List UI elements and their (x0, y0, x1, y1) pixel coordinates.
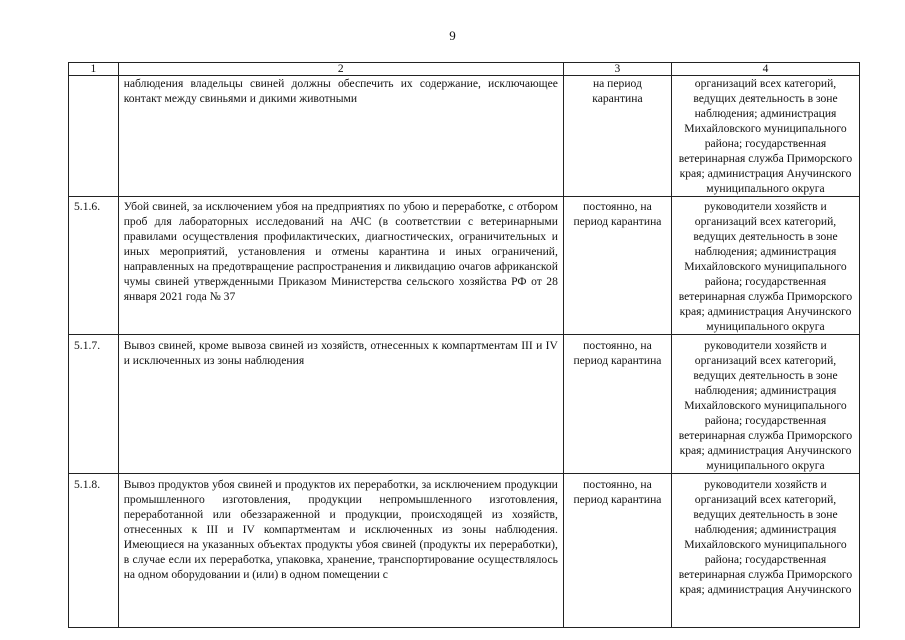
responsible-parties: организаций всех категорий, ведущих деятельность в зоне наблюдения; администрация Михайловского муниципального района; государственная ветеринарная служба Приморского края; администрация Анучинского муниципального округа (671, 76, 859, 197)
measure-description: наблюдения владельцы свиней должны обеспечить их содержание, исключающее контакт между свиньями и дикими животными (118, 76, 563, 197)
item-number (69, 76, 119, 197)
measure-period: на период карантина (563, 76, 671, 197)
column-header-1: 1 (69, 63, 119, 76)
measure-period: постоянно, на период карантина (563, 197, 671, 335)
measure-description: Вывоз свиней, кроме вывоза свиней из хозяйств, отнесенных к компартментам III и IV и исключенных из зоны наблюдения (118, 335, 563, 474)
table-row (69, 474, 860, 628)
table-row (69, 197, 860, 335)
measure-period: постоянно, на период карантина (563, 335, 671, 474)
measure-period: постоянно, на период карантина (563, 474, 671, 628)
page-number: 9 (449, 28, 456, 43)
table-row (69, 76, 860, 197)
measure-description: Убой свиней, за исключением убоя на предприятиях по убою и переработке, с отбором проб для лабораторных исследований на АЧС (в соответствии с ветеринарными правилами осуществления профилактических, диагностических, ограничительных и иных мероприятий, установления и отмены карантина и иных ограничений, направленных на предотвращение распространения и ликвидацию очагов африканской чумы свиней утвержденными Приказом Министерства сельского хозяйства РФ от 28 января 2021 года № 37 (118, 197, 563, 335)
column-header-3: 3 (563, 63, 671, 76)
measure-description: Вывоз продуктов убоя свиней и продуктов их переработки, за исключением продукции промышленного изготовления, продукции непромышленного изготовления, переработанной или обеззараженной и продукции, происходящей из хозяйств, отнесенных к III и IV компартментам и исключенных из зоны наблюдения. Имеющиеся на указанных объектах продукты убоя свиней (продукты их переработки), в случае если их переработка, упаковка, хранение, транспортирование осуществлялось на одном оборудовании и (или) в одном помещении с (118, 474, 563, 628)
item-number: 5.1.6. (69, 197, 119, 335)
measures-table (68, 62, 860, 628)
responsible-parties: руководители хозяйств и организаций всех категорий, ведущих деятельность в зоне наблюдения; администрация Михайловского муниципального района; государственная ветеринарная служба Приморского края; администрация Анучинского муниципального округа (671, 197, 859, 335)
responsible-parties: руководители хозяйств и организаций всех категорий, ведущих деятельность в зоне наблюдения; администрация Михайловского муниципального района; государственная ветеринарная служба Приморского края; администрация Анучинского муниципального округа (671, 335, 859, 474)
table-header-row (69, 63, 860, 76)
item-number: 5.1.8. (69, 474, 119, 628)
column-header-2: 2 (118, 63, 563, 76)
responsible-parties: руководители хозяйств и организаций всех категорий, ведущих деятельность в зоне наблюдения; администрация Михайловского муниципального района; государственная ветеринарная служба Приморского края; администрация Анучинского (671, 474, 859, 628)
table-row (69, 335, 860, 474)
column-header-4: 4 (671, 63, 859, 76)
item-number: 5.1.7. (69, 335, 119, 474)
